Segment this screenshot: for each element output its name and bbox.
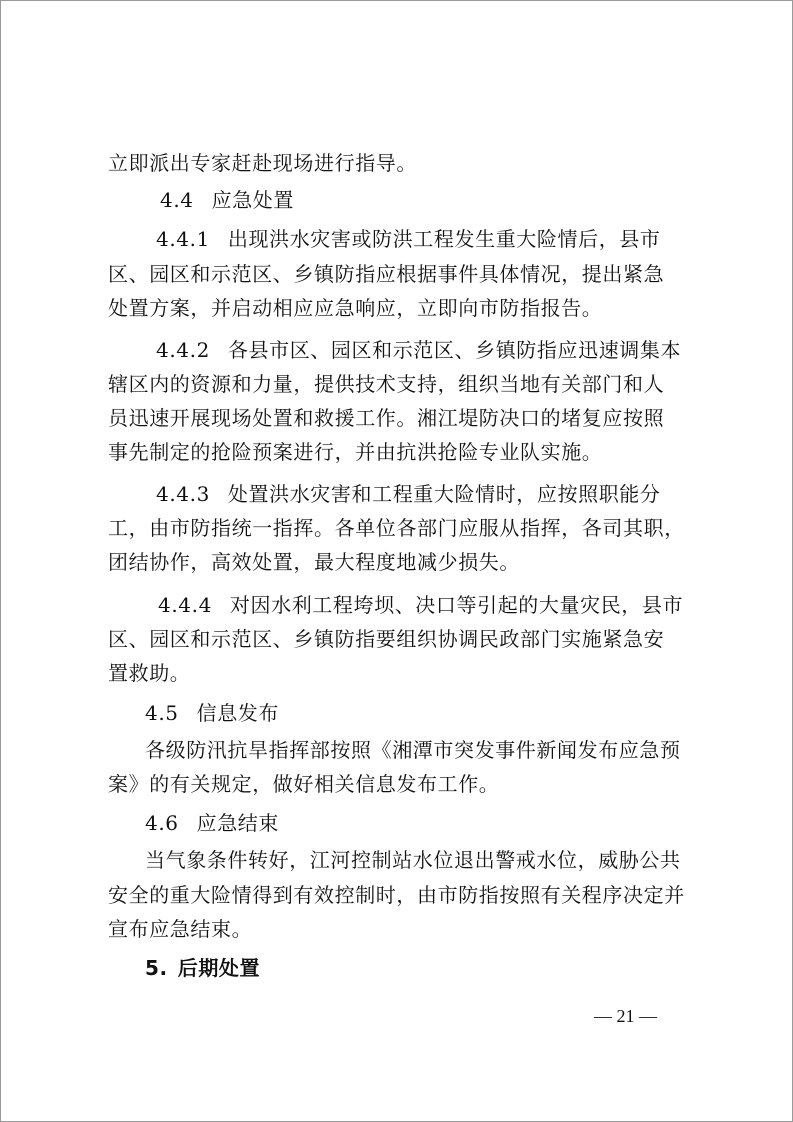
- section-heading-4-6: 4.6 应急结束: [145, 811, 280, 835]
- clause-4-4-1: 4.4.1 出现洪水灾害或防洪工程发生重大险情后，县市: [156, 227, 661, 251]
- clause-4-4-3: 4.4.3 处置洪水灾害和工程重大险情时，应按照职能分: [156, 482, 661, 506]
- clause-4-4-4: 4.4.4 对因水利工程垮坝、决口等引起的大量灾民，县市: [158, 593, 684, 617]
- body-line: 立即派出专家赶赴现场进行指导。: [108, 151, 417, 175]
- body-line: 辖区内的资源和力量，提供技术支持，组织当地有关部门和人: [108, 372, 665, 396]
- body-line: 案》的有关规定，做好相关信息发布工作。: [108, 772, 500, 796]
- body-line: 宣布应急结束。: [108, 917, 253, 941]
- body-line: 员迅速开展现场处置和救援工作。湘江堤防决口的堵复应按照: [108, 406, 665, 430]
- body-line: 安全的重大险情得到有效控制时，由市防指按照有关程序决定并: [108, 883, 685, 907]
- body-line: 各级防汛抗旱指挥部按照《湘潭市突发事件新闻发布应急预: [145, 738, 681, 762]
- section-heading-4-4: 4.4 应急处置: [160, 188, 295, 212]
- page-number: — 21 —: [594, 1006, 657, 1026]
- section-heading-4-5: 4.5 信息发布: [145, 701, 280, 725]
- body-line: 区、园区和示范区、乡镇防指应根据事件具体情况，提出紧急: [108, 262, 665, 286]
- body-line: 处置方案，并启动相应应急响应，立即向市防指报告。: [108, 296, 603, 320]
- body-line: 区、园区和示范区、乡镇防指要组织协调民政部门实施紧急安: [108, 627, 665, 651]
- body-line: 团结协作，高效处置，最大程度地减少损失。: [108, 550, 520, 574]
- body-line: 事先制定的抢险预案进行，并由抗洪抢险专业队实施。: [108, 440, 603, 464]
- body-line: 工，由市防指统一指挥。各单位各部门应服从指挥，各司其职，: [108, 516, 685, 540]
- body-line: 置救助。: [108, 661, 191, 685]
- clause-4-4-2: 4.4.2 各县市区、园区和示范区、乡镇防指应迅速调集本: [156, 338, 682, 362]
- chapter-heading-5: 5. 后期处置: [145, 956, 261, 980]
- body-line: 当气象条件转好，江河控制站水位退出警戒水位，威胁公共: [145, 848, 681, 872]
